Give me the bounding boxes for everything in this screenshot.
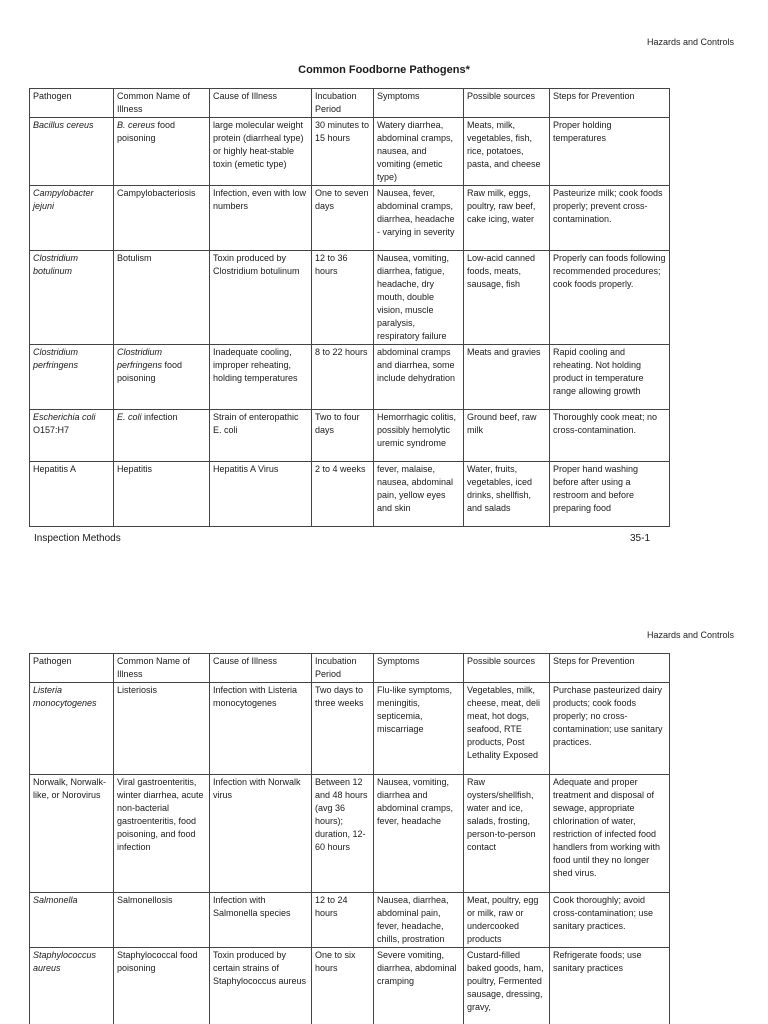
cause-cell: Infection, even with low numbers [210, 186, 312, 251]
prevention-cell: Adequate and proper treatment and disposal of sewage, appropriate chlorination of water, restriction of infected food handlers from working with food until they no longer shed virus. [550, 775, 670, 893]
sources-cell: Ground beef, raw milk [464, 410, 550, 462]
common-name-cell: Listeriosis [114, 683, 210, 775]
symptoms-cell: Watery diarrhea, abdominal cramps, nausea, and vomiting (emetic type) [374, 118, 464, 186]
incubation-cell: 8 to 22 hours [312, 345, 374, 410]
symptoms-cell: Hemorrhagic colitis, possibly hemolytic uremic syndrome [374, 410, 464, 462]
pathogen-cell: Norwalk, Norwalk-like, or Norovirus [30, 775, 114, 893]
symptoms-cell: Severe vomiting, diarrhea, abdominal cramping [374, 948, 464, 1024]
sources-cell: Vegetables, milk, cheese, meat, deli meat, hot dogs, seafood, RTE products, Post Lethality Exposed [464, 683, 550, 775]
column-header: Possible sources [464, 654, 550, 683]
table-row [30, 251, 670, 345]
pathogen-cell: Staphylococcus aureus [30, 948, 114, 1024]
cause-cell: Inadequate cooling, improper reheating, holding temperatures [210, 345, 312, 410]
table-row [30, 683, 670, 775]
running-header: Hazards and Controls [646, 630, 734, 640]
symptoms-cell: Nausea, vomiting, diarrhea, fatigue, headache, dry mouth, double vision, muscle paralysis, respiratory failure [374, 251, 464, 345]
column-header: Pathogen [30, 89, 114, 118]
table-header-row [30, 89, 670, 118]
symptoms-cell: fever, malaise, nausea, abdominal pain, yellow eyes and skin [374, 462, 464, 527]
pathogen-cell: Clostridium botulinum [30, 251, 114, 345]
prevention-cell: Proper holding temperatures [550, 118, 670, 186]
column-header: Pathogen [30, 654, 114, 683]
pathogen-cell: Hepatitis A [30, 462, 114, 527]
common-name-cell [114, 410, 210, 462]
common-name-text: Hepatitis [117, 464, 153, 474]
incubation-cell: One to six hours [312, 948, 374, 1024]
table-row [30, 410, 670, 462]
common-name-text: Botulism [117, 253, 152, 263]
column-header: Symptoms [374, 89, 464, 118]
sources-cell: Meat, poultry, egg or milk, raw or undercooked products [464, 893, 550, 948]
incubation-cell: 12 to 36 hours [312, 251, 374, 345]
cause-cell: Infection with Listeria monocytogenes [210, 683, 312, 775]
symptoms-cell: abdominal cramps and diarrhea, some include dehydration [374, 345, 464, 410]
table-row [30, 186, 670, 251]
cause-cell: Toxin produced by certain strains of Staphylococcus aureus [210, 948, 312, 1024]
page-2 [0, 590, 768, 1024]
incubation-cell: Two to four days [312, 410, 374, 462]
column-header: Common Name of Illness [114, 89, 210, 118]
table-row [30, 893, 670, 948]
pathogen-strain: O157:H7 [33, 425, 70, 435]
common-name-text: infection [141, 412, 178, 422]
prevention-cell: Purchase pasteurized dairy products; cook foods properly; no cross-contamination; use sanitary practices. [550, 683, 670, 775]
column-header: Steps for Prevention [550, 654, 670, 683]
common-name-italic: B. cereus [117, 120, 156, 130]
page-title: Common Foodborne Pathogens* [298, 64, 470, 76]
table-row [30, 948, 670, 1024]
prevention-cell: Cook thoroughly; avoid cross-contamination; use sanitary practices. [550, 893, 670, 948]
pathogen-name: Escherichia coli [33, 412, 96, 422]
common-name-italic: E. coli [117, 412, 142, 422]
incubation-cell: 12 to 24 hours [312, 893, 374, 948]
sources-cell: Meats and gravies [464, 345, 550, 410]
cause-cell: large molecular weight protein (diarrheal type) or highly heat-stable toxin (emetic type) [210, 118, 312, 186]
table-row [30, 462, 670, 527]
prevention-cell: Thoroughly cook meat; no cross-contamination. [550, 410, 670, 462]
prevention-cell: Proper hand washing before after using a restroom and before preparing food [550, 462, 670, 527]
common-name-text: Campylobacteriosis [117, 188, 196, 198]
sources-cell: Custard-filled baked goods, ham, poultry, Fermented sausage, dressing, gravy, [464, 948, 550, 1024]
common-name-text: food poisoning [117, 120, 176, 143]
pathogen-table-page-1 [29, 88, 670, 527]
prevention-cell: Pasteurize milk; cook foods properly; prevent cross-contamination. [550, 186, 670, 251]
common-name-cell [114, 462, 210, 527]
common-name-cell [114, 345, 210, 410]
prevention-cell: Properly can foods following recommended procedures; cook foods properly. [550, 251, 670, 345]
pathogen-cell [30, 410, 114, 462]
incubation-cell: 2 to 4 weeks [312, 462, 374, 527]
symptoms-cell: Nausea, fever, abdominal cramps, diarrhea, headache - varying in severity [374, 186, 464, 251]
incubation-cell: Between 12 and 48 hours (avg 36 hours); duration, 12-60 hours [312, 775, 374, 893]
footer-section-name: Inspection Methods [34, 533, 121, 544]
sources-cell: Raw oysters/shellfish, water and ice, salads, frosting, person-to-person contact [464, 775, 550, 893]
cause-cell: Hepatitis A Virus [210, 462, 312, 527]
prevention-cell: Refrigerate foods; use sanitary practices [550, 948, 670, 1024]
incubation-cell: One to seven days [312, 186, 374, 251]
table-header-row [30, 654, 670, 683]
cause-cell: Infection with Norwalk virus [210, 775, 312, 893]
column-header: Common Name of Illness [114, 654, 210, 683]
column-header: Symptoms [374, 654, 464, 683]
sources-cell: Water, fruits, vegetables, iced drinks, shellfish, and salads [464, 462, 550, 527]
common-name-italic: Clostridium perfringens [117, 347, 163, 370]
pathogen-cell: Campylobacter jejuni [30, 186, 114, 251]
prevention-cell: Rapid cooling and reheating. Not holding product in temperature range allowing growth [550, 345, 670, 410]
common-name-cell: Salmonellosis [114, 893, 210, 948]
sources-cell: Raw milk, eggs, poultry, raw beef, cake icing, water [464, 186, 550, 251]
common-name-text: food poisoning [117, 360, 183, 383]
incubation-cell: Two days to three weeks [312, 683, 374, 775]
column-header: Cause of Illness [210, 89, 312, 118]
table-row [30, 345, 670, 410]
column-header: Steps for Prevention [550, 89, 670, 118]
pathogen-cell: Bacillus cereus [30, 118, 114, 186]
column-header: Possible sources [464, 89, 550, 118]
symptoms-cell: Flu-like symptoms, meningitis, septicemia, miscarriage [374, 683, 464, 775]
cause-cell: Infection with Salmonella species [210, 893, 312, 948]
column-header: Cause of Illness [210, 654, 312, 683]
pathogen-cell: Salmonella [30, 893, 114, 948]
pathogen-cell: Listeria monocytogenes [30, 683, 114, 775]
sources-cell: Meats, milk, vegetables, fish, rice, potatoes, pasta, and cheese [464, 118, 550, 186]
table-row [30, 775, 670, 893]
cause-cell: Strain of enteropathic E. coli [210, 410, 312, 462]
column-header: Incubation Period [312, 89, 374, 118]
pathogen-cell: Clostridium perfringens [30, 345, 114, 410]
column-header: Incubation Period [312, 654, 374, 683]
pathogen-table-page-2 [29, 653, 670, 1024]
running-header: Hazards and Controls [646, 37, 734, 47]
common-name-cell: Viral gastroenteritis, winter diarrhea, acute non-bacterial gastroenteritis, food poisoning, and food infection [114, 775, 210, 893]
incubation-cell: 30 minutes to 15 hours [312, 118, 374, 186]
footer-page-number: 35-1 [629, 533, 650, 544]
cause-cell: Toxin produced by Clostridium botulinum [210, 251, 312, 345]
symptoms-cell: Nausea, vomiting, diarrhea and abdominal cramps, fever, headache [374, 775, 464, 893]
sources-cell: Low-acid canned foods, meats, sausage, fish [464, 251, 550, 345]
common-name-cell [114, 118, 210, 186]
common-name-cell [114, 186, 210, 251]
symptoms-cell: Nausea, diarrhea, abdominal pain, fever, headache, chills, prostration [374, 893, 464, 948]
common-name-cell: Staphylococcal food poisoning [114, 948, 210, 1024]
table-row [30, 118, 670, 186]
common-name-cell [114, 251, 210, 345]
